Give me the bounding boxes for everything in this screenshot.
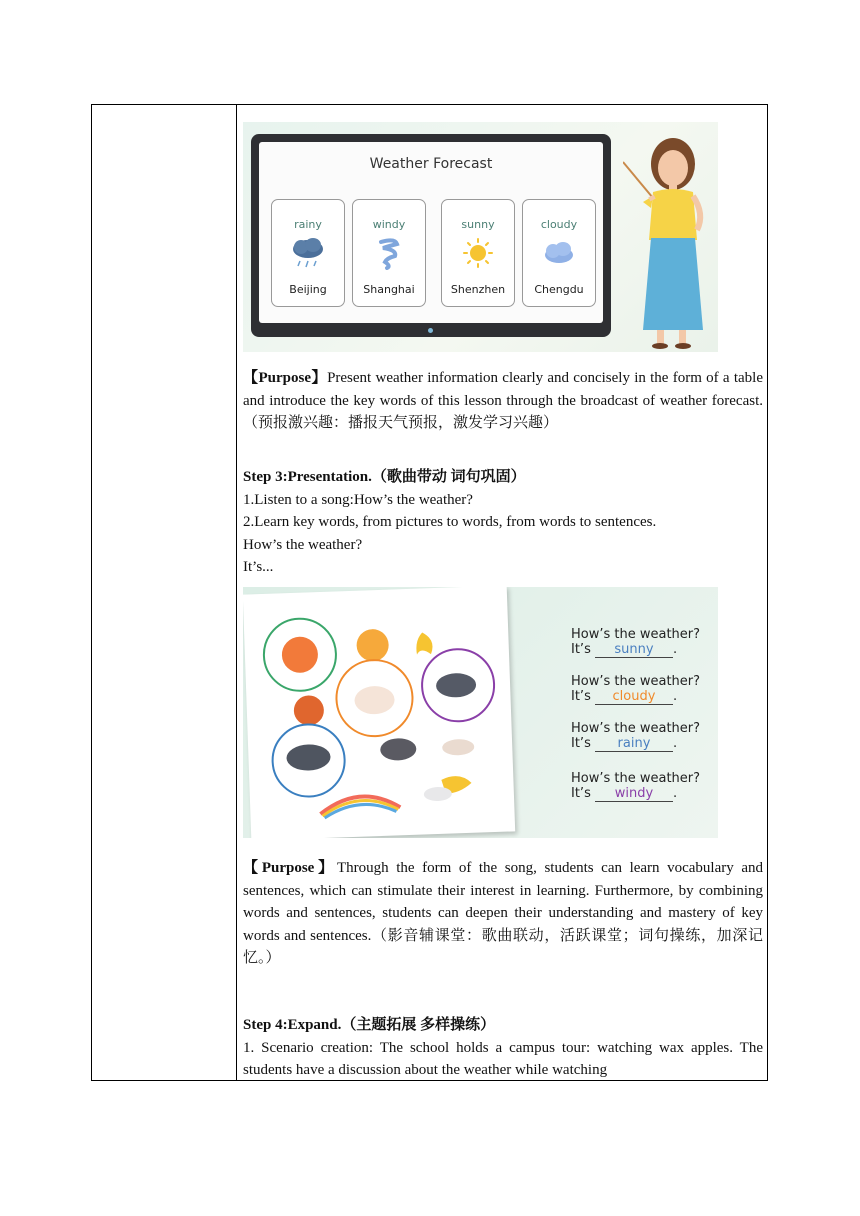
- weather-stickers-image: [243, 587, 718, 838]
- step4-text: 1. Scenario creation: The school holds a campus tour: watching wax apples. The students have a discussion about the weather while watching: [243, 1039, 763, 1078]
- purpose-paragraph-2: 【Purpose】Through the form of the song, students can learn vocabulary and sentences, which can stimulate their interest in learning. Furthermore, by combining words and sentences, students can deepen their understanding and mastery of key words and sentences.（影音辅课堂：歌曲联动，活跃课堂；词句操练，加深记忆。）: [243, 860, 763, 966]
- qa-item: How’s the weather? It’s sunny .: [571, 627, 701, 657]
- qa-item: How’s the weather? It’s windy .: [571, 771, 701, 801]
- weather-forecast-image: [243, 122, 718, 352]
- sun-icon: [458, 236, 498, 270]
- forecast-card-sunny: sunny Shenzhen: [441, 199, 515, 307]
- step3-heading: Step 3:Presentation.（歌曲带动 词句巩固）: [243, 469, 526, 485]
- step3-line-2: 2.Learn key words, from pictures to words, from words to sentences.: [243, 514, 657, 530]
- sticker-sheet: [243, 587, 515, 838]
- qa-item: How’s the weather? It’s rainy .: [571, 721, 701, 751]
- step3-line-3: How’s the weather?: [243, 536, 363, 553]
- step4-heading: Step 4:Expand.（主题拓展 多样操练）: [243, 1017, 496, 1033]
- wind-icon: [369, 236, 409, 270]
- step3-section: [243, 466, 763, 579]
- purpose-paragraph-1: 【Purpose】Present weather information clearly and concisely in the form of a table and introduce the key words of this lesson through the broadcast of weather forecast.（预报激兴趣：播报天气预报，激发学习兴趣）: [243, 370, 763, 431]
- forecast-card-windy: windy Shanghai: [352, 199, 426, 307]
- step4-section: [243, 1014, 763, 1082]
- teacher-illustration: [623, 130, 718, 352]
- forecast-title: Weather Forecast: [369, 156, 493, 172]
- tablet-screen: [251, 134, 611, 337]
- lesson-plan-table: [91, 104, 768, 1081]
- forecast-card-rainy: rainy Beijing: [271, 199, 345, 307]
- qa-item: How’s the weather? It’s cloudy .: [571, 674, 701, 704]
- step3-line-4: It’s...: [243, 559, 274, 575]
- step3-line-1: 1.Listen to a song:How’s the weather?: [243, 491, 473, 508]
- rain-cloud-icon: [288, 236, 328, 270]
- cloud-icon: [539, 236, 579, 270]
- column-divider: [236, 105, 237, 1080]
- forecast-card-cloudy: cloudy Chengdu: [522, 199, 596, 307]
